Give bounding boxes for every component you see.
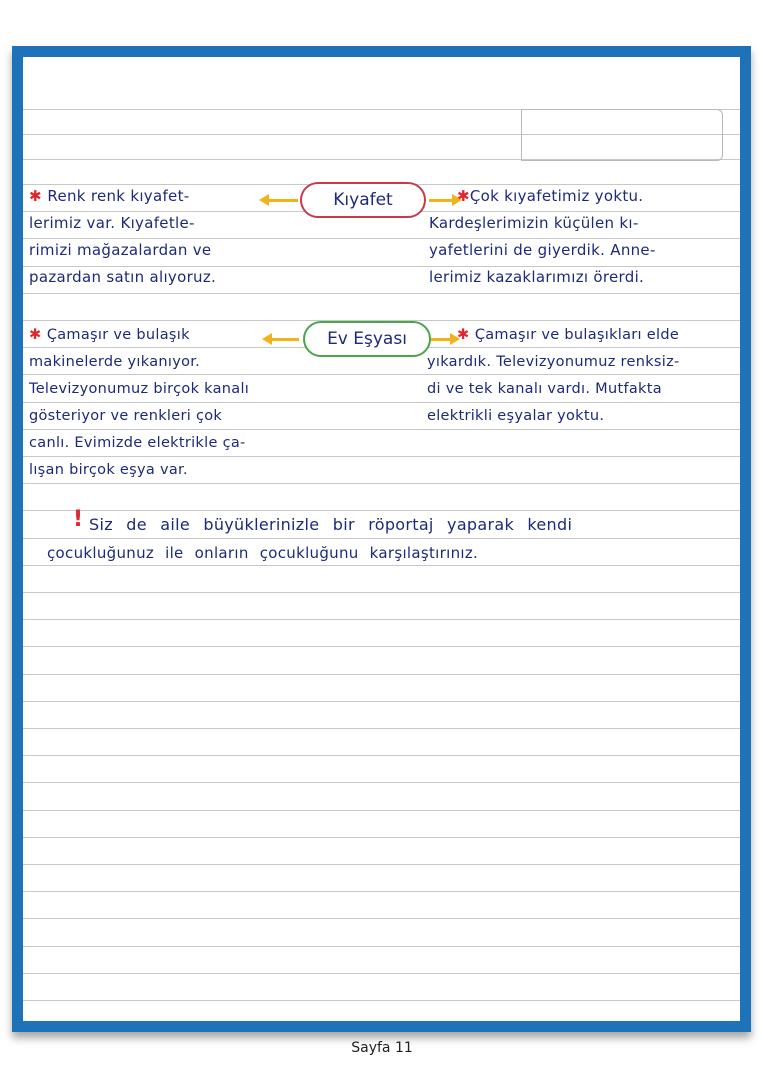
ruled-line [23,946,740,947]
ruled-line [23,973,740,974]
clothing-topic-bubble: Kıyafet [300,182,426,218]
ruled-line [23,701,740,702]
clothing-now-line: rimizi mağazalardan ve [29,241,212,259]
ruled-line [23,619,740,620]
ruled-line [23,837,740,838]
household-past-text [427,322,680,430]
page-frame [12,46,751,1032]
household-now-line: gösteriyor ve renkleri çok [29,408,223,424]
task-line-2: çocukluğunuz ile onların çocukluğunu karşılaştırınız. [47,544,479,562]
household-now-line: lışan birçok eşya var. [29,462,188,478]
clothing-now-line: lerimiz var. Kıyafetle- [29,214,195,232]
household-now-text [29,322,249,484]
clothing-now-text [29,183,216,291]
ruled-line [23,755,740,756]
page-number: Sayfa 11 [351,1040,413,1056]
household-past-line: di ve tek kanalı vardı. Mutfakta [427,381,662,397]
star-icon: ✱ [457,187,470,205]
ruled-line [23,782,740,783]
arrow-right-icon [431,338,451,341]
ruled-line [23,646,740,647]
ruled-line [23,538,740,539]
ruled-line [23,1000,740,1001]
ruled-line [23,565,740,566]
star-icon: ✱ [457,327,475,343]
ruled-line [23,891,740,892]
household-now-line: Çamaşır ve bulaşık [46,327,190,343]
ruled-line [23,293,740,294]
ruled-line [23,810,740,811]
clothing-past-line: Kardeşlerimizin küçülen kı- [429,214,639,232]
household-past-line: Çamaşır ve bulaşıkları elde [474,327,680,343]
ruled-line [23,510,740,511]
clothing-past-line: Çok kıyafetimiz yoktu. [469,187,644,205]
header-box [521,109,723,161]
clothing-past-text [429,183,656,291]
household-now-line: canlı. Evimizde elektrikle ça- [29,435,246,451]
exclamation-icon: ! [73,507,84,532]
clothing-now-line: Renk renk kıyafet- [47,187,190,205]
arrow-left-icon [268,199,298,202]
star-icon: ✱ [29,187,48,205]
ruled-line [23,674,740,675]
ruled-line [23,728,740,729]
clothing-past-line: yafetlerini de giyerdik. Anne- [429,241,656,259]
ruled-line [23,592,740,593]
task-line-1: Siz de aile büyüklerinizle bir röportaj yaparak kendi [89,515,573,534]
household-past-line: elektrikli eşyalar yoktu. [427,408,605,424]
star-icon: ✱ [29,327,47,343]
ruled-line [23,864,740,865]
clothing-past-line: lerimiz kazaklarımızı örerdi. [429,268,645,286]
household-past-line: yıkardık. Televizyonumuz renksiz- [427,354,680,370]
household-topic-bubble: Ev Eşyası [303,321,431,357]
arrow-left-icon [271,338,299,341]
household-now-line: Televizyonumuz birçok kanalı [29,381,250,397]
notebook-paper [23,57,740,1021]
ruled-line [23,918,740,919]
household-now-line: makinelerde yıkanıyor. [29,354,201,370]
clothing-now-line: pazardan satın alıyoruz. [29,268,217,286]
arrow-right-icon [429,199,453,202]
